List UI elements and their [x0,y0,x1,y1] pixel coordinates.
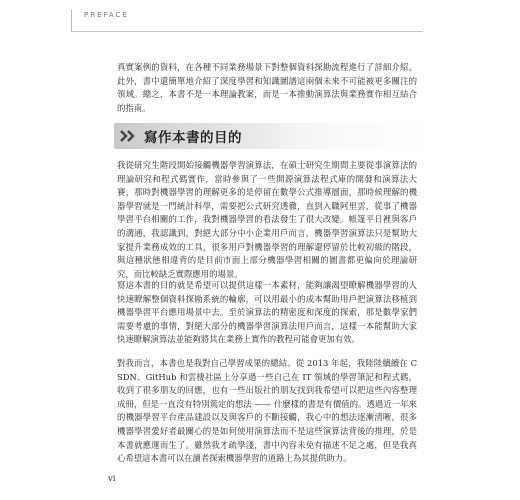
section-heading [114,123,426,149]
body-paragraph-1: 我從研究生階段開始接觸機器學習演算法，在碩士研究生期間主要從事演算法的理論研究和程式碼實作，當時參與了一些開源演算法程式庫的開發和演算法大賽，那時對機器學習的理解更多的是停留在數學公式推導層面，那時候理解的機器學習就是一門統計科學，需要把公式研究透徹，直到入職阿里雲，從事了機器學習平台相關的工作，我對機器學習的看法發生了很大改變。帳篷平日裡與客戶的溝通，我認識到，對絕大部分中小企業用戶而言，機器學習演算法只是幫助大家提升業務成效的工具，很多用戶對機器學習的理解還停留於比較初級的階段，與這種狀態相違背的是目前市面上部分機器學習相關的圖書都更偏向於理論研究，而比較缺乏實際應用的場景。 [117,160,417,279]
section-title: 寫作本書的目的 [144,130,242,146]
header-rule [71,31,423,32]
double-chevron-right-icon [118,126,138,146]
header-rule-tick [71,10,72,32]
running-header: PREFACE [84,11,129,19]
intro-paragraph: 真實案例的資料，在各種不同業務場景下對整個資料探勘流程進行了詳細介紹。此外，書中還簡單地介紹了深度學習和知識圖譜這兩個未來不可能被更多關注的領域。總之，本書不是一本理論教案，而是一本推動演算法與業務實作相互結合的指南。 [117,62,417,113]
body-paragraph-2: 寫這本書的目的就是希望可以提供這樣一本素材，能夠讓渴望瞭解機器學習的人快速瞭解整個資料探勘系統的輪廓，可以用最小的成本幫助用戶把演算法移植到機器學習平台應用場景中去。至於演算法的精密度和深度的探索，那是數學家們需要考慮的事情，對絕大部分的機器學習演算法用戶而言，這樣一本能幫助大家快速瞭解演算法並能夠將其在業務上實作的教程可能會更加有效。 [117,280,417,345]
body-paragraph-3: 對我而言，本書也是我對自己學習成果的總結。從 2013 年起，我陸陸續續在 CSDN、GitHub 和雲棲社區上分享過一些自己在 IT 領域的學習筆記和程式碼，收到了很多朋友的回應，也有一些出版社的朋友找到我希望可以把這些內容整理成冊，但是一直沒有特別篤定的想法 —— 什麼樣的書是有價值的。透過近一年來的機器學習平台產品建設以及與客戶的不斷接觸，我心中的想法逐漸清晰，很多機器學習愛好者最關心的是如何使用演算法而不是這些演算法背後的推理，於是本書就應運而生了。雖然我才疏學淺，書中內容未免有描述不足之處，但是我真心希望這本書可以在讀者探索機器學習的道路上為其提供助力。 [117,358,417,464]
page-number: vi [108,474,116,484]
